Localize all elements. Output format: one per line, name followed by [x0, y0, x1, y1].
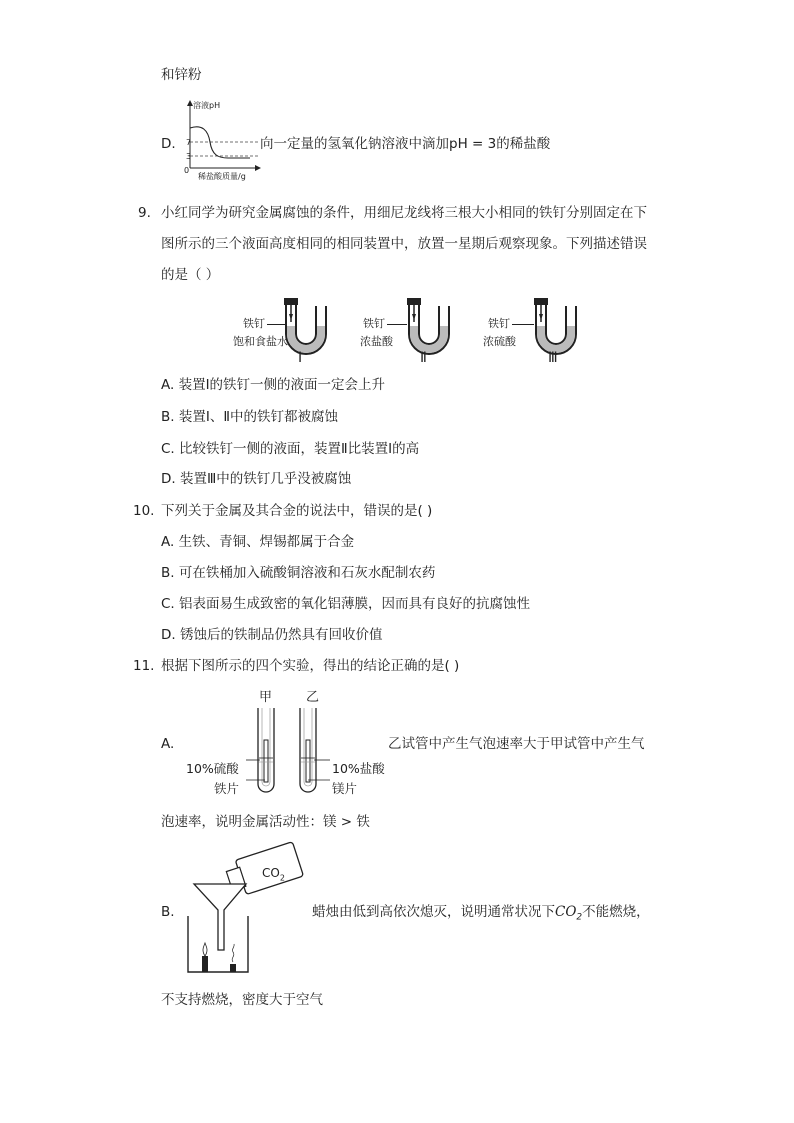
q9-option-c: C. 比较铁钉一侧的液面，装置Ⅱ比装置Ⅰ的高	[161, 441, 420, 457]
q8-option-d-letter: D.	[161, 136, 176, 152]
q11-stem: 根据下图所示的四个实验，得出的结论正确的是( )	[161, 658, 460, 674]
q10-number: 10.	[133, 503, 155, 519]
label-10-sulfuric: 10%硫酸	[186, 761, 239, 776]
u-tube-1	[280, 298, 340, 360]
tick-3: 3	[186, 152, 192, 161]
liquid-label-1: 饱和食盐水	[233, 335, 288, 348]
q11-option-a-text-1: 乙试管中产生气泡速率大于甲试管中产生气	[388, 736, 645, 752]
q9-option-a: A. 装置Ⅰ的铁钉一侧的液面一定会上升	[161, 377, 386, 393]
q9-stem-line-3: 的是（ ）	[161, 267, 220, 283]
u-tube-3	[530, 298, 590, 360]
nail-label-2: 铁钉	[363, 317, 385, 330]
q10-option-c: C. 铝表面易生成致密的氧化铝薄膜，因而具有良好的抗腐蚀性	[161, 596, 531, 612]
q11-number: 11.	[133, 658, 155, 674]
q11-option-a-letter: A.	[161, 736, 175, 752]
q8-option-d-text: 向一定量的氢氧化钠溶液中滴加pH = 3的稀盐酸	[260, 136, 551, 152]
chart-origin: 0	[184, 166, 190, 175]
q10-option-d: D. 锈蚀后的铁制品仍然具有回收价值	[161, 627, 383, 643]
tube-label-jia: 甲	[259, 690, 273, 705]
tick-7: 7	[186, 138, 192, 147]
label-10-hydrochloric: 10%盐酸	[332, 761, 385, 776]
numeral-3: Ⅲ	[548, 350, 558, 366]
q11-option-b-letter: B.	[161, 904, 175, 920]
q11-option-a-text-2: 泡速率，说明金属活动性：镁 > 铁	[161, 814, 370, 830]
test-tubes-svg	[250, 708, 330, 800]
nail-label-3: 铁钉	[488, 317, 510, 330]
tube-label-yi: 乙	[306, 690, 320, 705]
q10-option-a: A. 生铁、青铜、焊锡都属于合金	[161, 534, 355, 550]
q11-option-b-text-2: 不支持燃烧，密度大于空气	[161, 992, 323, 1008]
q10-stem: 下列关于金属及其合金的说法中，错误的是( )	[161, 503, 433, 519]
continuation-text: 和锌粉	[161, 67, 202, 83]
chart-ylabel: 溶液pH	[193, 101, 221, 110]
numeral-1: Ⅰ	[298, 350, 303, 366]
q10-option-b: B. 可在铁桶加入硫酸铜溶液和石灰水配制农药	[161, 565, 436, 581]
q9-option-d: D. 装置Ⅲ中的铁钉几乎没被腐蚀	[161, 471, 352, 487]
nail-label-1: 铁钉	[243, 317, 265, 330]
q9-option-b: B. 装置Ⅰ、Ⅱ中的铁钉都被腐蚀	[161, 409, 338, 425]
label-iron-piece: 铁片	[214, 781, 240, 796]
ph-chart-svg	[180, 100, 260, 180]
bottle-label: $CO_2$	[262, 866, 285, 883]
q9-number: 9.	[138, 205, 151, 221]
u-tube-2	[403, 298, 463, 360]
liquid-label-2: 浓盐酸	[360, 335, 393, 348]
liquid-label-3: 浓硫酸	[483, 335, 516, 348]
q9-stem-line-2: 图所示的三个液面高度相同的相同装置中，放置一星期后观察现象。下列描述错误	[161, 236, 647, 252]
label-magnesium-piece: 镁片	[332, 781, 358, 796]
q11-option-b-text-1: 蜡烛由低到高依次熄灭，说明通常状况下$CO_2$不能燃烧，	[312, 904, 650, 923]
numeral-2: Ⅱ	[420, 350, 427, 366]
co2-apparatus-svg	[180, 840, 300, 980]
chart-xlabel: 稀盐酸质量/g	[198, 172, 246, 181]
q9-stem-line-1: 小红同学为研究金属腐蚀的条件，用细尼龙线将三根大小相同的铁钉分别固定在下	[161, 205, 647, 221]
